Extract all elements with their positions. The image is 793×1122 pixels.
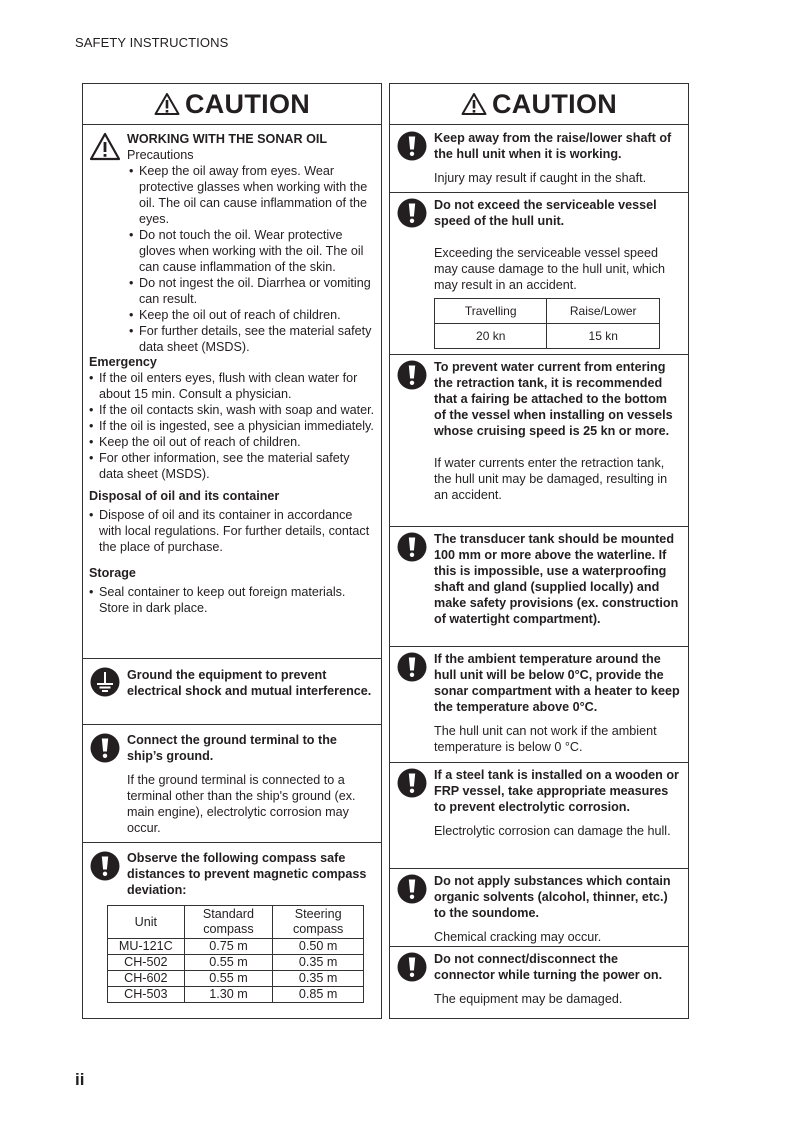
- item-body: Exceeding the serviceable vessel speed may cause damage to the hull unit, which may result in an accident.: [434, 246, 666, 292]
- list-item: • If the oil contacts skin, wash with soap and water.: [89, 402, 375, 418]
- section-heading: Connect the ground terminal to the ship’s ground.: [127, 733, 337, 763]
- item-body: If water currents enter the retraction tank, the hull unit may be damaged, resulting in an accident.: [434, 456, 668, 502]
- column-header: Unit: [108, 906, 185, 939]
- caution-item: [390, 354, 688, 526]
- exclamation-icon: [397, 768, 427, 798]
- table-cell: 0.35 m: [273, 955, 364, 971]
- item-body: The equipment may be damaged.: [434, 992, 623, 1006]
- exclamation-icon: [397, 652, 427, 682]
- column-header: Raise/Lower: [547, 299, 660, 324]
- caution-item: [390, 646, 688, 762]
- precautions-list: [129, 163, 375, 355]
- vessel-speed-table: [434, 298, 660, 349]
- section-heading: WORKING WITH THE SONAR OIL: [127, 132, 328, 146]
- emergency-label: Emergency: [89, 355, 157, 369]
- list-item: • If the oil enters eyes, flush with clean water for about 15 min. Consult a physician.: [89, 370, 375, 402]
- item-heading: To prevent water current from entering the retraction tank, it is recommended that a fairing be attached to the bottom of the vessel when installing on vessels whose cruising speed is 25 kn or more.: [434, 360, 673, 438]
- table-header-row: [108, 906, 364, 939]
- table-row: [108, 955, 364, 971]
- exclamation-icon: [397, 131, 427, 161]
- ground-equipment-section: [83, 658, 381, 724]
- caution-item: [390, 762, 688, 868]
- ground-terminal-section: [83, 724, 381, 842]
- emergency-list: [89, 370, 375, 482]
- section-heading: Ground the equipment to prevent electrical shock and mutual interference.: [127, 668, 372, 698]
- list-item: • Keep the oil away from eyes. Wear protective glasses when working with the oil. The oil can cause inflammation of the eyes.: [129, 163, 375, 227]
- list-item: • Keep the oil out of reach of children.: [129, 307, 375, 323]
- panel-title: [83, 84, 381, 125]
- table-row: [435, 324, 660, 349]
- table-cell: MU-121C: [108, 939, 185, 955]
- table-cell: CH-602: [108, 971, 185, 987]
- item-heading: If the ambient temperature around the hull unit will be below 0°C, provide the sonar compartment with a heater to keep the temperature above 0°C.: [434, 652, 680, 714]
- table-cell: 1.30 m: [184, 987, 273, 1003]
- exclamation-icon: [397, 532, 427, 562]
- table-row: [108, 939, 364, 955]
- table-cell: 0.55 m: [184, 955, 273, 971]
- item-heading: Do not apply substances which contain organic solvents (alcohol, thinner, etc.) to the soundome.: [434, 874, 671, 920]
- list-item: • Dispose of oil and its container in accordance with local regulations. For further details, contact the place of purchase.: [89, 507, 375, 555]
- caution-item: [390, 192, 688, 354]
- caution-panel-right: [389, 83, 689, 1019]
- exclamation-icon: [397, 360, 427, 390]
- page-number: ii: [75, 1070, 85, 1089]
- table-row: [108, 971, 364, 987]
- table-cell: 15 kn: [547, 324, 660, 349]
- ground-icon: [90, 667, 120, 697]
- item-body: Injury may result if caught in the shaft.: [434, 171, 647, 185]
- column-header: Travelling: [435, 299, 547, 324]
- item-heading: If a steel tank is installed on a wooden or FRP vessel, take appropriate measures to prevent electrolytic corrosion.: [434, 768, 679, 814]
- exclamation-icon: [90, 851, 120, 881]
- item-heading: Do not connect/disconnect the connector while turning the power on.: [434, 952, 663, 982]
- table-cell: 0.85 m: [273, 987, 364, 1003]
- exclamation-icon: [397, 874, 427, 904]
- list-item: • Keep the oil out of reach of children.: [89, 434, 375, 450]
- section-heading: Observe the following compass safe distances to prevent magnetic compass deviation:: [127, 851, 367, 897]
- section-body: If the ground terminal is connected to a terminal other than the ship's ground (ex. main engine), electrolytic corrosion may occur.: [127, 773, 356, 835]
- item-body: The hull unit can not work if the ambient temperature is below 0 °C.: [434, 724, 657, 754]
- storage-list: [89, 584, 375, 616]
- table-cell: 0.75 m: [184, 939, 273, 955]
- panel-title: [390, 84, 688, 125]
- table-cell: CH-502: [108, 955, 185, 971]
- table-cell: 0.55 m: [184, 971, 273, 987]
- list-item: • If the oil is ingested, see a physician immediately.: [89, 418, 375, 434]
- item-heading: Keep away from the raise/lower shaft of the hull unit when it is working.: [434, 131, 672, 161]
- table-row: [108, 987, 364, 1003]
- item-heading: The transducer tank should be mounted 100 mm or more above the waterline. If this is impossible, use a waterproofing shaft and gland (supplied locally) and make safety provisions (ex. construction of watertight compartment).: [434, 532, 679, 626]
- column-header: Standard compass: [184, 906, 273, 939]
- warning-triangle-icon: [154, 92, 180, 116]
- caution-panel-left: [82, 83, 382, 1019]
- compass-distance-table: [107, 905, 364, 1003]
- list-item: • Do not touch the oil. Wear protective gloves when working with the oil. The oil can cause inflammation of the skin.: [129, 227, 375, 275]
- column-header: Steering compass: [273, 906, 364, 939]
- exclamation-icon: [397, 198, 427, 228]
- table-cell: CH-503: [108, 987, 185, 1003]
- caution-label: CAUTION: [184, 88, 311, 119]
- table-cell: 0.50 m: [273, 939, 364, 955]
- caution-label: CAUTION: [491, 88, 618, 119]
- list-item: • Seal container to keep out foreign materials. Store in dark place.: [89, 584, 375, 616]
- item-heading: Do not exceed the serviceable vessel speed of the hull unit.: [434, 198, 657, 228]
- item-body: Electrolytic corrosion can damage the hull.: [434, 824, 671, 838]
- caution-item: [390, 126, 688, 192]
- caution-item: [390, 946, 688, 1018]
- storage-label: Storage: [89, 566, 136, 580]
- disposal-label: Disposal of oil and its container: [89, 489, 280, 503]
- table-cell: 20 kn: [435, 324, 547, 349]
- compass-section: [83, 842, 381, 1018]
- sonar-oil-section: [83, 126, 381, 658]
- warning-triangle-icon: [89, 132, 121, 162]
- exclamation-icon: [90, 733, 120, 763]
- warning-triangle-icon: [461, 92, 487, 116]
- exclamation-icon: [397, 952, 427, 982]
- item-body: Chemical cracking may occur.: [434, 930, 602, 944]
- disposal-list: [89, 507, 375, 555]
- list-item: • For other information, see the material safety data sheet (MSDS).: [89, 450, 375, 482]
- list-item: • Do not ingest the oil. Diarrhea or vomiting can result.: [129, 275, 375, 307]
- running-header: SAFETY INSTRUCTIONS: [75, 35, 229, 50]
- precautions-label: Precautions: [127, 148, 194, 162]
- table-header-row: [435, 299, 660, 324]
- caution-item: [390, 526, 688, 646]
- table-cell: 0.35 m: [273, 971, 364, 987]
- caution-item: [390, 868, 688, 946]
- list-item: • For further details, see the material safety data sheet (MSDS).: [129, 323, 375, 355]
